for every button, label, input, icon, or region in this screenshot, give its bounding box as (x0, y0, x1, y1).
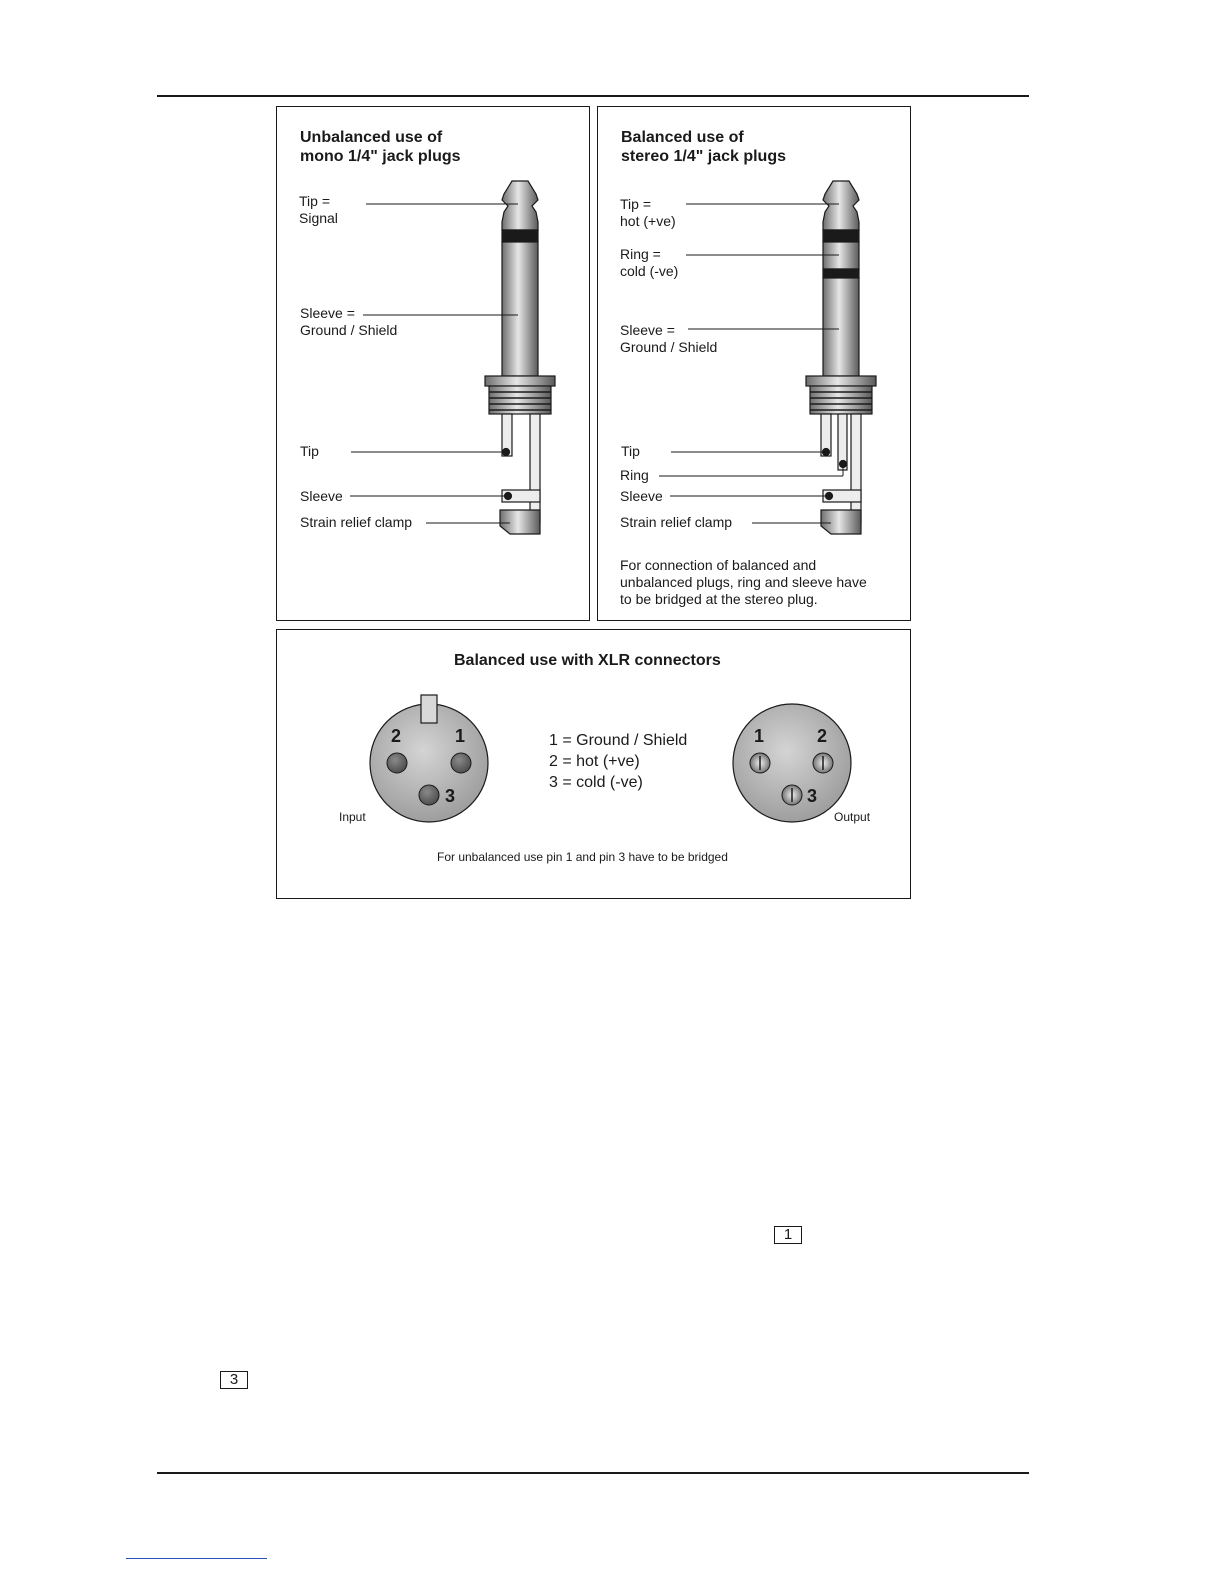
stereo-leaders (659, 204, 843, 523)
stereo-insulator-2 (823, 269, 859, 278)
mono-sleeve-lug (530, 414, 540, 524)
bridge-note-line2: unbalanced plugs, ring and sleeve have (620, 574, 867, 590)
xlr-input-pin-3-label: 3 (445, 786, 456, 806)
xlr-input-pin-2-hole (387, 753, 407, 773)
mono-tip (502, 181, 538, 230)
footer-link-underline (126, 1558, 267, 1559)
xlr-output-pin-3-label: 3 (807, 786, 818, 806)
mono-collar (485, 376, 555, 386)
xlr-input-key (421, 695, 437, 723)
unbalanced-title-line2: mono 1/4" jack plugs (300, 148, 461, 165)
mono-clamp (500, 510, 540, 534)
mono-sleeve-ground-label: Ground / Shield (300, 322, 398, 338)
stereo-tip-hot-label: hot (+ve) (620, 213, 676, 229)
bridge-note-line3: to be bridged at the stereo plug. (620, 591, 818, 607)
xlr-title: Balanced use with XLR connectors (454, 652, 721, 669)
stereo-sleeve-lug (851, 414, 861, 524)
bridge-note-line1: For connection of balanced and (620, 557, 817, 573)
xlr-output-pin-1-label: 1 (754, 726, 765, 746)
xlr-input-pin-1-hole (451, 753, 471, 773)
xlr-unbalanced-note: For unbalanced use pin 1 and pin 3 have to be bridged (437, 850, 728, 864)
unbalanced-title-line1: Unbalanced use of (300, 129, 443, 146)
xlr-input-pin-1-label: 1 (455, 726, 466, 746)
mono-tip-signal-label: Signal (299, 210, 338, 226)
mono-sleeve (502, 242, 538, 376)
stereo-tip-connection-label: Tip (621, 443, 640, 459)
pin-legend-3: 3 = cold (-ve) (549, 774, 643, 791)
balanced-title-line2: stereo 1/4" jack plugs (621, 148, 786, 165)
xlr-input-connector (370, 695, 488, 822)
xlr-input-label: Input (339, 810, 366, 824)
mono-jack-plug (485, 181, 555, 534)
mono-insulator (502, 230, 538, 242)
pin-legend-1: 1 = Ground / Shield (549, 732, 688, 749)
mono-sleeve-connection-label: Sleeve (300, 488, 343, 504)
stereo-clamp (821, 510, 861, 534)
stereo-sleeve-connection-label: Sleeve (620, 488, 663, 504)
mono-tip-connection-label: Tip (300, 443, 319, 459)
balanced-title-line1: Balanced use of (621, 129, 744, 146)
xlr-output-connector (733, 704, 851, 822)
stereo-tip (823, 181, 859, 230)
mono-clamp-label: Strain relief clamp (300, 514, 413, 530)
mono-sleeve-label: Sleeve = (300, 305, 355, 321)
pin-legend-2: 2 = hot (+ve) (549, 753, 640, 770)
marker-box-1: 1 (774, 1226, 802, 1244)
xlr-output-pin-2-label: 2 (817, 726, 828, 746)
stereo-collar (806, 376, 876, 386)
xlr-input-pin-2-label: 2 (391, 726, 402, 746)
xlr-input-pin-3-hole (419, 785, 439, 805)
stereo-jack-plug (806, 181, 876, 534)
stereo-ring-connection-label: Ring (620, 467, 649, 483)
stereo-sleeve-ground-label: Ground / Shield (620, 339, 718, 355)
stereo-tip-label: Tip = (620, 196, 651, 212)
stereo-ring-cold-label: cold (-ve) (620, 263, 679, 279)
stereo-ring-label: Ring = (620, 246, 661, 262)
mono-tip-label: Tip = (299, 193, 330, 209)
marker-box-3: 3 (220, 1371, 248, 1389)
stereo-insulator-1 (823, 230, 859, 242)
mono-leaders (350, 204, 518, 523)
stereo-clamp-label: Strain relief clamp (620, 514, 733, 530)
stereo-sleeve (823, 278, 859, 376)
stereo-sleeve-label: Sleeve = (620, 322, 675, 338)
xlr-output-label: Output (834, 810, 871, 824)
